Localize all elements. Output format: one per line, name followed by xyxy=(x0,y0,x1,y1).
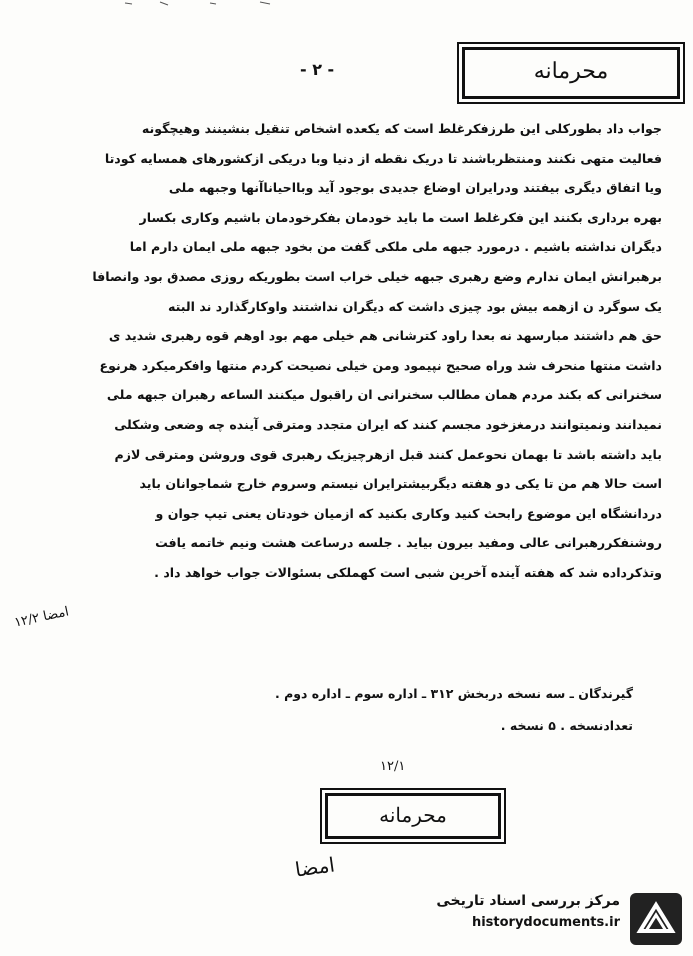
body-line: باید داشته باشد تا بهمان نحوعمل کنند قبل ازهرچیزیک رهبری قوی وروشن ومترقی لازم xyxy=(114,446,662,462)
confidential-stamp-top-text: محرمانه xyxy=(533,59,609,84)
watermark xyxy=(420,893,620,930)
confidential-stamp-bottom xyxy=(325,793,501,839)
handwritten-signature-left: امضا ۱۲/۲ xyxy=(13,604,71,631)
body-line: است حالا هم من تا یکی دو هفته دیگربیشترایران نیستم وسروم خارج شماجوانان باید xyxy=(139,476,662,492)
body-line: وتذکرداده شد که هفته آینده آخرین شبی است کهملکی بسئوالات جواب خواهد داد . xyxy=(154,564,662,580)
body-line: جواب داد بطورکلی این طرزفکرغلط است که یکعده اشخاص تنقیل بنشینند وهیچگونه xyxy=(141,121,662,136)
body-line: ویا اتفاق دیگری بیفتند ودرایران اوضاع جدیدی بوجود آید وبااحیاناآنها وجبهه ملی xyxy=(168,180,662,196)
body-line: نمیدانند ونمیتوانند درمغزخود مجسم کنند که ایران متجدد ومترقی آینده چه وضعی وشکلی xyxy=(114,416,662,432)
confidential-stamp-top xyxy=(462,47,680,99)
body-line: یک سوگرد ن ازهمه بیش بود چیزی داشت که دیگران نداشتند واوکارگذارد ند البته xyxy=(167,298,662,314)
body-line: بهره برداری بکنند این فکرغلط است ما باید خودمان بفکرخودمان باشیم وکاری بکسار xyxy=(139,209,662,225)
body-line: داشت منتها منحرف شد وراه صحیح نپیمود ومن خیلی نصیحت کردم منتها وافکرمیکرد هرنوع xyxy=(99,357,662,373)
handwritten-date: ۱۲/۱ xyxy=(380,759,406,774)
body-line: دردانشگاه این موضوع رابحث کنید وکاری بکنید که ازمیان خودتان یعنی تیپ جوان و xyxy=(155,505,662,521)
body-line: دیگران نداشته باشیم . درمورد جبهه ملی ملکی گفت من بخود جبهه ملی ایمان دارم اما xyxy=(129,239,662,255)
scan-marks xyxy=(120,0,320,8)
document-body xyxy=(58,114,662,588)
body-line: برهبرانش ایمان ندارم وضع رهبری جبهه خیلی خراب است بطوریکه روزی مصدق بود وانصافا xyxy=(92,268,662,284)
copies-count-line: تعدادنسخه . ۵ نسخه . xyxy=(500,718,633,733)
confidential-stamp-bottom-text: محرمانه xyxy=(379,803,447,827)
watermark-title: مرکز بررسی اسناد تاریخی xyxy=(436,893,620,909)
page-number: - ۲ - xyxy=(300,60,335,79)
body-line: حق هم داشتند مبارسهد نه بعدا راود کترشانی هم خیلی مهم بود اوهم قوه رهبری شدید ی xyxy=(108,328,662,344)
body-line: روشنفکررهبرانی عالی ومفید بیرون بیاید . جلسه درساعت هشت ونیم خاتمه یافت xyxy=(155,535,662,551)
body-line: فعالیت متهی نکنند ومنتظرباشند تا دریک نقطه از دنیا وبا دریکی ازکشورهای همسایه کودتا xyxy=(104,150,662,166)
body-line: سخنرانی که بکند مردم همان مطالب سخنرانی ان راقبول میکنند الساعه رهبران جبهه ملی xyxy=(106,387,662,403)
watermark-url: historydocuments.ir xyxy=(471,915,620,930)
recipients-line: گیرندگان ـ سه نسخه دربخش ۳۱۲ ـ اداره سوم ـ اداره دوم . xyxy=(275,686,633,701)
handwritten-signature-bottom: امضا xyxy=(293,852,337,882)
archive-logo-icon xyxy=(628,891,684,947)
